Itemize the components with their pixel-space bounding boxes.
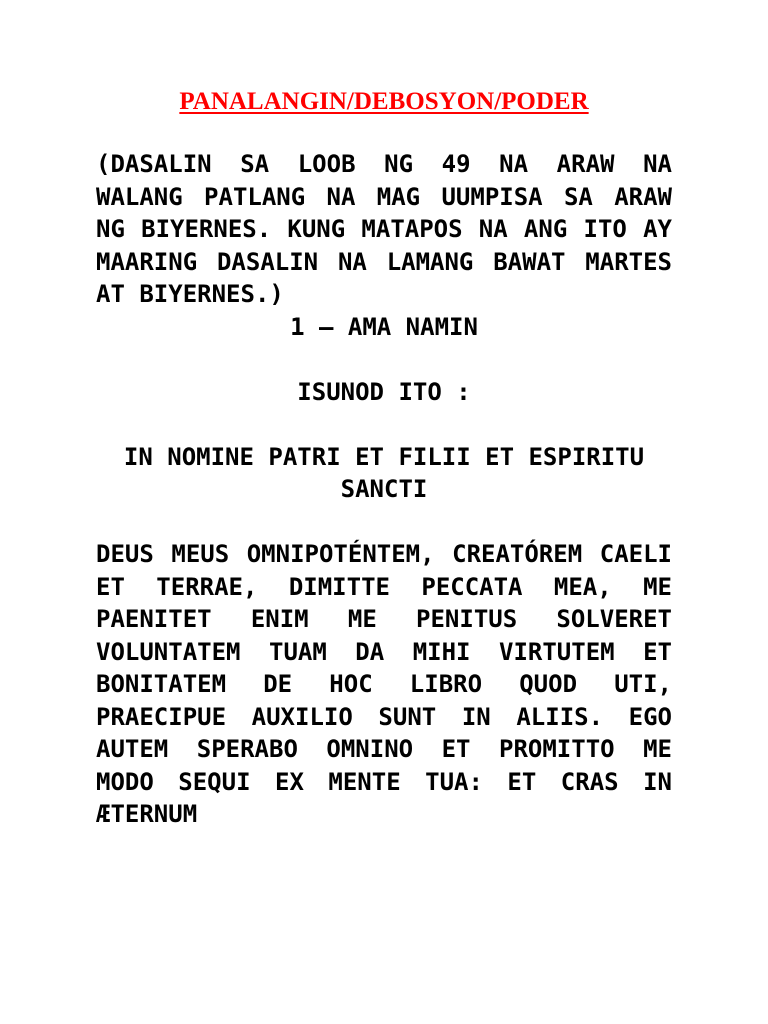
instructions-paragraph: (DASALIN SA LOOB NG 49 NA ARAW NA WALANG PATLANG NA MAG UUMPISA SA ARAW NG BIYERNES. KUNG MATAPOS NA ANG ITO AY MAARING DASALIN NA LAMANG BAWAT MARTES AT BIYERNES.)	[96, 150, 672, 308]
follow-label: ISUNOD ITO :	[297, 377, 471, 406]
prayer-line: 1 – AMA NAMIN	[290, 312, 478, 341]
spacer	[96, 506, 672, 539]
document-title: PANALANGIN/DEBOSYON/PODER	[179, 88, 589, 115]
spacer	[96, 408, 672, 441]
document-page	[96, 86, 672, 831]
invocation-paragraph: IN NOMINE PATRI ET FILII ET ESPIRITU SANCTI	[123, 442, 645, 503]
prayer-body-paragraph: DEUS MEUS OMNIPOTÉNTEM, CREATÓREM CAELI ET TERRAE, DIMITTE PECCATA MEA, ME PAENITET ENIM ME PENITUS SOLVERET VOLUNTATEM TUAM DA MIHI VIRTUTEM ET BONITATEM DE HOC LIBRO QUOD UTI, PRAECIPUE AUXILIO SUNT IN ALIIS. EGO AUTEM SPERABO OMNINO ET PROMITTO ME MODO SEQUI EX MENTE TUA: ET CRAS IN ÆTERNUM	[96, 540, 672, 828]
spacer	[96, 343, 672, 376]
